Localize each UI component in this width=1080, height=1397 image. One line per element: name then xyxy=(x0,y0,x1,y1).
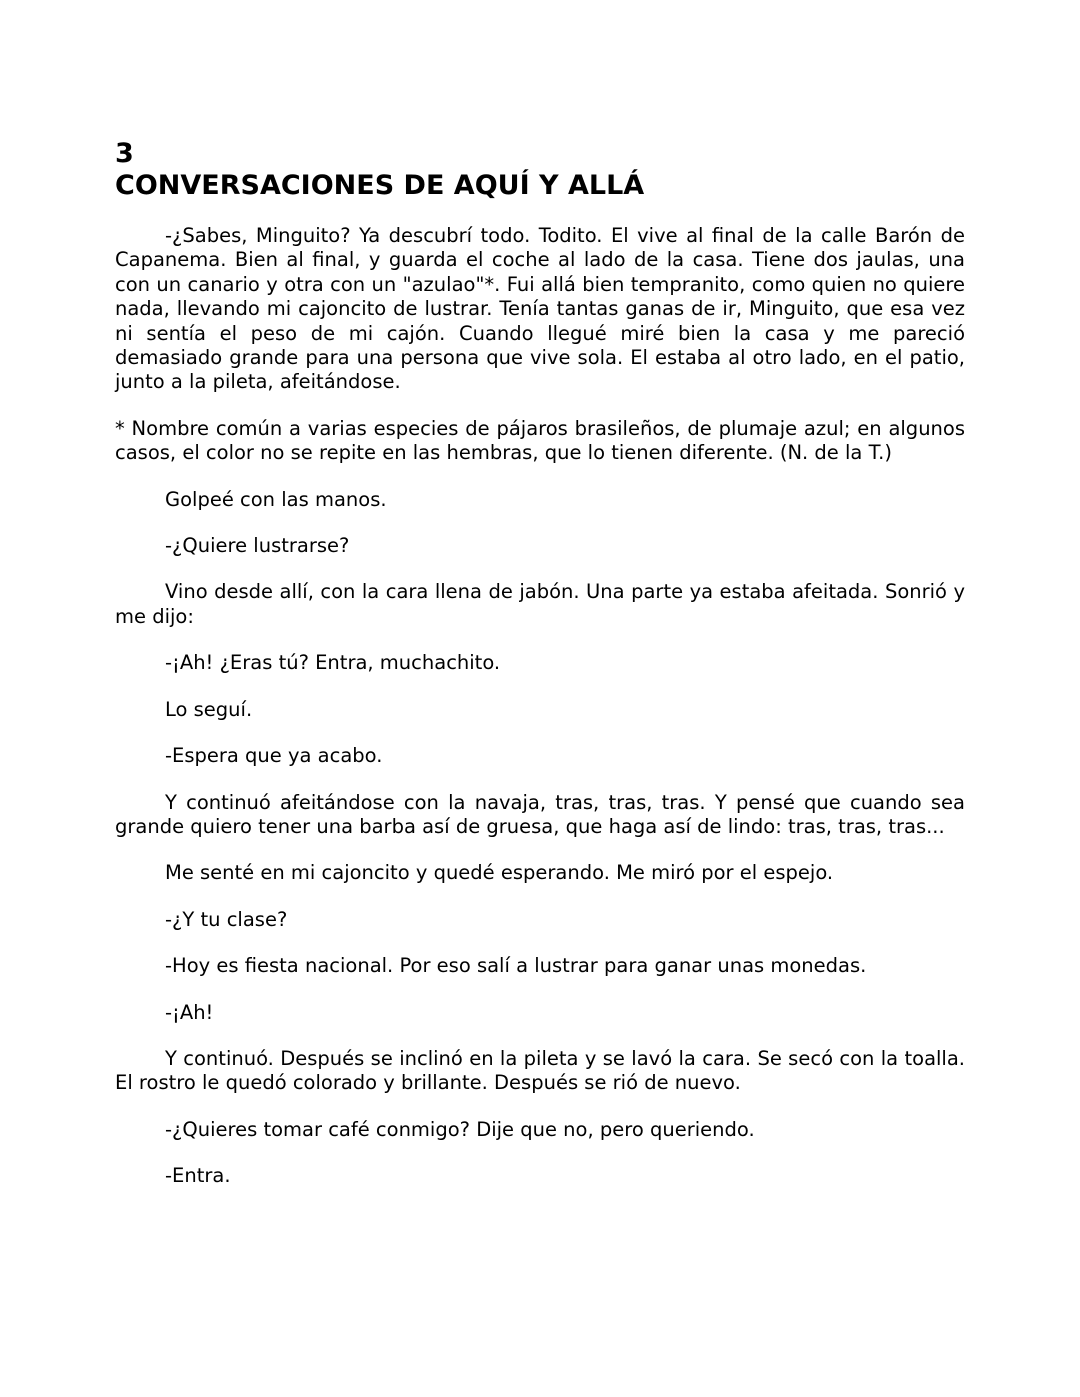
footnote: * Nombre común a varias especies de pájaros brasileños, de plumaje azul; en algunos casos, el color no se repite en las hembras, que lo tienen diferente. (N. de la T.) xyxy=(115,416,965,465)
paragraph: -Entra. xyxy=(165,1164,231,1188)
paragraph: Y continuó afeitándose con la navaja, tras, tras, tras. Y pensé que cuando sea grande quiero tener una barba así de gruesa, que haga así de lindo: tras, tras, tras... xyxy=(115,790,965,838)
paragraph: -¿Quieres tomar café conmigo? Dije que no, pero queriendo. xyxy=(165,1117,755,1141)
paragraph: Lo seguí. xyxy=(165,697,253,721)
paragraph: -¿Sabes, Minguito? Ya descubrí todo. Todito. El vive al final de la calle Barón de Capanema. Bien al final, y guarda el coche al lado de la casa. Tiene dos jaulas, una con un canario y otra con un "azulao"*. Fui allá bien tempranito, como quien no quiere nada, llevando mi cajoncito de lustrar. Tenía tantas ganas de ir, Minguito, que esa vez ni sentía el peso de mi cajón. Cuando llegué miré bien la casa y me pareció demasiado grande para una persona que vive sola. El estaba al otro lado, en el patio, junto a la pileta, afeitándose. xyxy=(115,224,965,394)
document-page xyxy=(115,138,965,1211)
chapter-number: 3 xyxy=(115,138,134,169)
paragraph: Vino desde allí, con la cara llena de jabón. Una parte ya estaba afeitada. Sonrió y me dijo: xyxy=(115,580,965,628)
paragraph: -¡Ah! xyxy=(165,1000,214,1024)
paragraph: -¿Quiere lustrarse? xyxy=(165,534,350,558)
paragraph: -¿Y tu clase? xyxy=(165,907,288,931)
paragraph: Golpeé con las manos. xyxy=(165,487,387,511)
paragraph: Me senté en mi cajoncito y quedé esperando. Me miró por el espejo. xyxy=(165,861,834,885)
paragraph: -¡Ah! ¿Eras tú? Entra, muchachito. xyxy=(165,651,501,675)
paragraph: -Espera que ya acabo. xyxy=(165,744,383,768)
paragraph: Y continuó. Después se inclinó en la pileta y se lavó la cara. Se secó con la toalla. El rostro le quedó colorado y brillante. Después se rió de nuevo. xyxy=(115,1046,965,1095)
paragraph: -Hoy es fiesta nacional. Por eso salí a lustrar para ganar unas monedas. xyxy=(165,954,867,978)
chapter-title: CONVERSACIONES DE AQUÍ Y ALLÁ xyxy=(115,170,645,201)
